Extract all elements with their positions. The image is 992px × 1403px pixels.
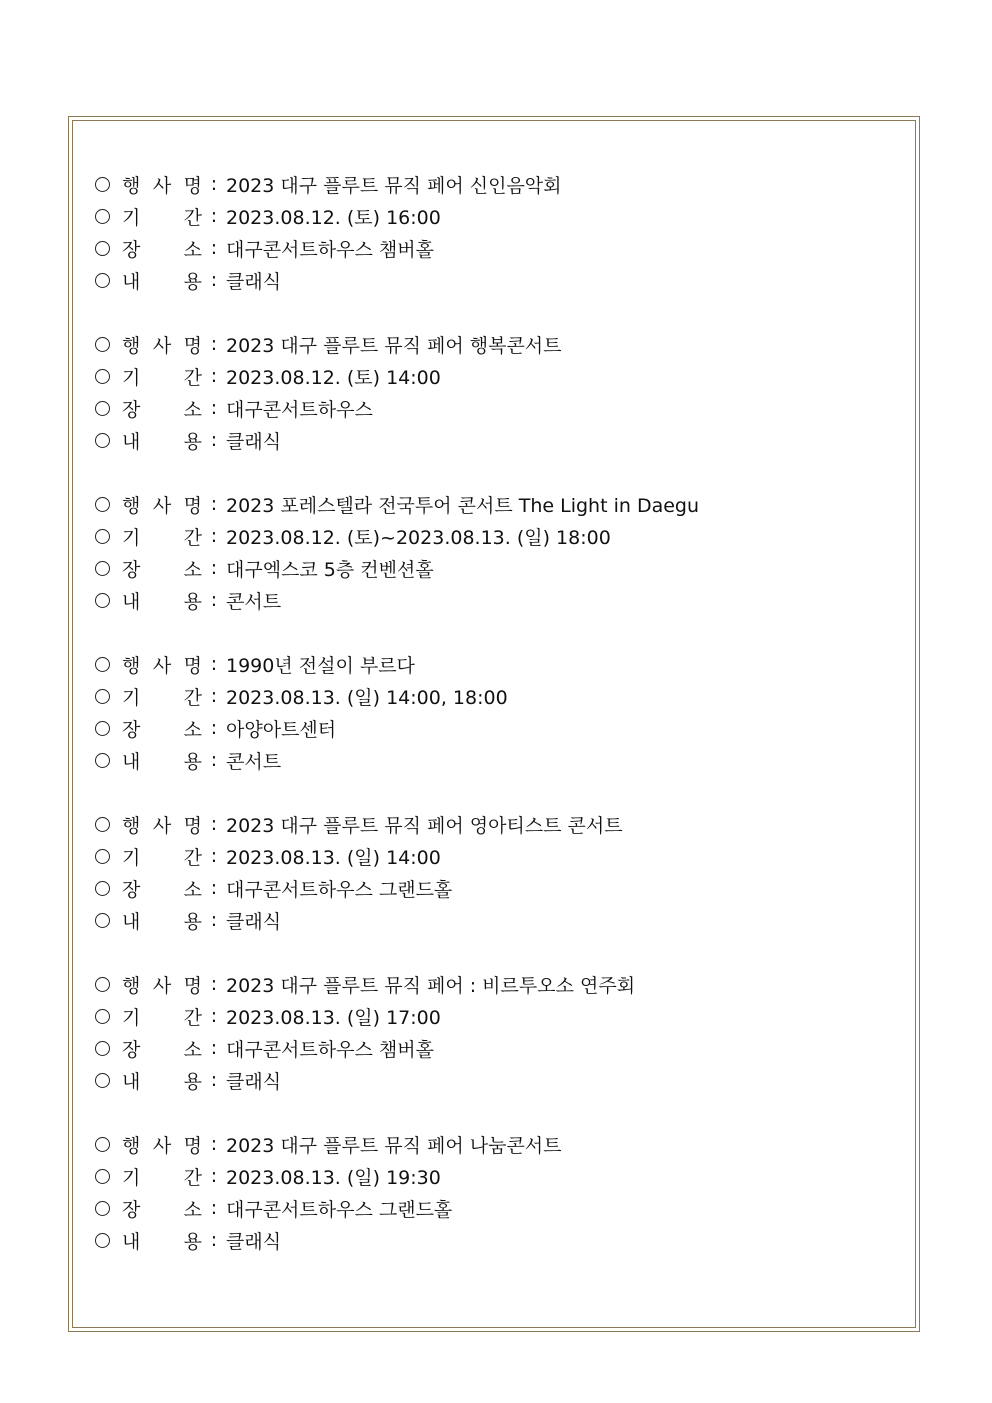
event-period-label: 기 간 [122,1166,202,1189]
event-period-row [95,840,905,872]
label-colon: : [210,1037,218,1059]
event-place-label: 장 소 [122,718,202,741]
label-colon: : [210,589,218,611]
event-period-value: 2023.08.12. (토) 16:00 [226,206,441,229]
event-period-row [95,1000,905,1032]
circle-bullet-icon [95,433,110,448]
event-entry [95,488,905,616]
event-period-value: 2023.08.13. (일) 14:00 [226,846,441,869]
event-name-row [95,1128,905,1160]
event-content-row [95,584,905,616]
event-place-row [95,1032,905,1064]
event-name-label: 행 사 명 [122,814,202,837]
event-place-row [95,712,905,744]
event-entry [95,968,905,1096]
label-colon: : [210,973,218,995]
event-name-label: 행 사 명 [122,174,202,197]
event-period-value: 2023.08.13. (일) 19:30 [226,1166,441,1189]
event-period-value: 2023.08.13. (일) 17:00 [226,1006,441,1029]
event-name-row [95,168,905,200]
label-colon: : [210,1133,218,1155]
event-name-row [95,808,905,840]
event-content-row [95,1064,905,1096]
event-period-row [95,520,905,552]
event-place-label: 장 소 [122,1038,202,1061]
circle-bullet-icon [95,273,110,288]
event-name-value: 2023 포레스텔라 전국투어 콘서트 The Light in Daegu [226,494,700,517]
circle-bullet-icon [95,1201,110,1216]
label-colon: : [210,845,218,867]
label-colon: : [210,749,218,771]
circle-bullet-icon [95,241,110,256]
event-content-value: 클래식 [226,430,282,453]
event-period-value: 2023.08.12. (토)~2023.08.13. (일) 18:00 [226,526,611,549]
label-colon: : [210,269,218,291]
event-content-value: 클래식 [226,910,282,933]
circle-bullet-icon [95,721,110,736]
event-place-value: 대구엑스코 5층 컨벤션홀 [226,558,434,581]
event-place-value: 대구콘서트하우스 [226,398,373,421]
event-place-label: 장 소 [122,238,202,261]
event-content-row [95,904,905,936]
event-place-row [95,872,905,904]
event-content-value: 클래식 [226,1070,282,1093]
event-name-value: 2023 대구 플루트 뮤직 페어 신인음악회 [226,174,562,197]
event-period-row [95,360,905,392]
event-place-value: 대구콘서트하우스 챔버홀 [226,238,434,261]
label-colon: : [210,813,218,835]
event-content-label: 내 용 [122,590,202,613]
event-content-label: 내 용 [122,750,202,773]
label-colon: : [210,333,218,355]
circle-bullet-icon [95,497,110,512]
event-place-value: 대구콘서트하우스 챔버홀 [226,1038,434,1061]
label-colon: : [210,237,218,259]
event-period-row [95,680,905,712]
event-period-value: 2023.08.13. (일) 14:00, 18:00 [226,686,508,709]
label-colon: : [210,1197,218,1219]
event-content-value: 클래식 [226,270,282,293]
event-place-value: 대구콘서트하우스 그랜드홀 [226,878,453,901]
event-place-row [95,552,905,584]
event-content-value: 클래식 [226,1230,282,1253]
label-colon: : [210,173,218,195]
event-entry [95,168,905,296]
label-colon: : [210,397,218,419]
event-name-value: 2023 대구 플루트 뮤직 페어 나눔콘서트 [226,1134,562,1157]
event-name-label: 행 사 명 [122,654,202,677]
event-content-value: 콘서트 [226,750,282,773]
event-entry [95,808,905,936]
event-period-row [95,200,905,232]
circle-bullet-icon [95,753,110,768]
label-colon: : [210,429,218,451]
event-content-row [95,264,905,296]
label-colon: : [210,1229,218,1251]
circle-bullet-icon [95,561,110,576]
circle-bullet-icon [95,913,110,928]
event-period-label: 기 간 [122,206,202,229]
event-period-label: 기 간 [122,366,202,389]
event-content-label: 내 용 [122,270,202,293]
event-entry [95,328,905,456]
event-name-value: 2023 대구 플루트 뮤직 페어 : 비르투오소 연주회 [226,974,636,997]
event-period-label: 기 간 [122,686,202,709]
label-colon: : [210,493,218,515]
circle-bullet-icon [95,209,110,224]
event-name-value: 1990년 전설이 부르다 [226,654,415,677]
event-place-label: 장 소 [122,398,202,421]
label-colon: : [210,365,218,387]
event-place-label: 장 소 [122,558,202,581]
label-colon: : [210,205,218,227]
label-colon: : [210,909,218,931]
event-name-row [95,488,905,520]
circle-bullet-icon [95,1233,110,1248]
label-colon: : [210,1005,218,1027]
event-period-label: 기 간 [122,846,202,869]
event-place-value: 아양아트센터 [226,718,337,741]
event-place-row [95,392,905,424]
label-colon: : [210,1165,218,1187]
event-content-label: 내 용 [122,1230,202,1253]
event-place-value: 대구콘서트하우스 그랜드홀 [226,1198,453,1221]
circle-bullet-icon [95,1009,110,1024]
label-colon: : [210,557,218,579]
event-period-value: 2023.08.12. (토) 14:00 [226,366,441,389]
event-name-value: 2023 대구 플루트 뮤직 페어 행복콘서트 [226,334,562,357]
circle-bullet-icon [95,881,110,896]
event-entry [95,648,905,776]
circle-bullet-icon [95,1169,110,1184]
event-name-row [95,328,905,360]
circle-bullet-icon [95,337,110,352]
event-list [95,168,905,1288]
circle-bullet-icon [95,593,110,608]
event-place-row [95,1192,905,1224]
event-content-label: 내 용 [122,1070,202,1093]
event-place-label: 장 소 [122,878,202,901]
label-colon: : [210,717,218,739]
event-name-label: 행 사 명 [122,334,202,357]
event-content-label: 내 용 [122,430,202,453]
label-colon: : [210,685,218,707]
event-entry [95,1128,905,1256]
label-colon: : [210,653,218,675]
event-name-label: 행 사 명 [122,974,202,997]
circle-bullet-icon [95,177,110,192]
circle-bullet-icon [95,401,110,416]
event-content-row [95,1224,905,1256]
event-name-row [95,648,905,680]
event-name-row [95,968,905,1000]
label-colon: : [210,525,218,547]
event-place-label: 장 소 [122,1198,202,1221]
circle-bullet-icon [95,529,110,544]
event-content-value: 콘서트 [226,590,282,613]
event-name-label: 행 사 명 [122,1134,202,1157]
label-colon: : [210,1069,218,1091]
events-container [95,168,905,1256]
circle-bullet-icon [95,1137,110,1152]
circle-bullet-icon [95,977,110,992]
event-content-row [95,744,905,776]
circle-bullet-icon [95,817,110,832]
event-name-label: 행 사 명 [122,494,202,517]
circle-bullet-icon [95,657,110,672]
circle-bullet-icon [95,1073,110,1088]
event-period-row [95,1160,905,1192]
event-period-label: 기 간 [122,1006,202,1029]
event-place-row [95,232,905,264]
circle-bullet-icon [95,689,110,704]
event-name-value: 2023 대구 플루트 뮤직 페어 영아티스트 콘서트 [226,814,623,837]
circle-bullet-icon [95,1041,110,1056]
circle-bullet-icon [95,369,110,384]
event-content-label: 내 용 [122,910,202,933]
event-content-row [95,424,905,456]
event-period-label: 기 간 [122,526,202,549]
circle-bullet-icon [95,849,110,864]
label-colon: : [210,877,218,899]
